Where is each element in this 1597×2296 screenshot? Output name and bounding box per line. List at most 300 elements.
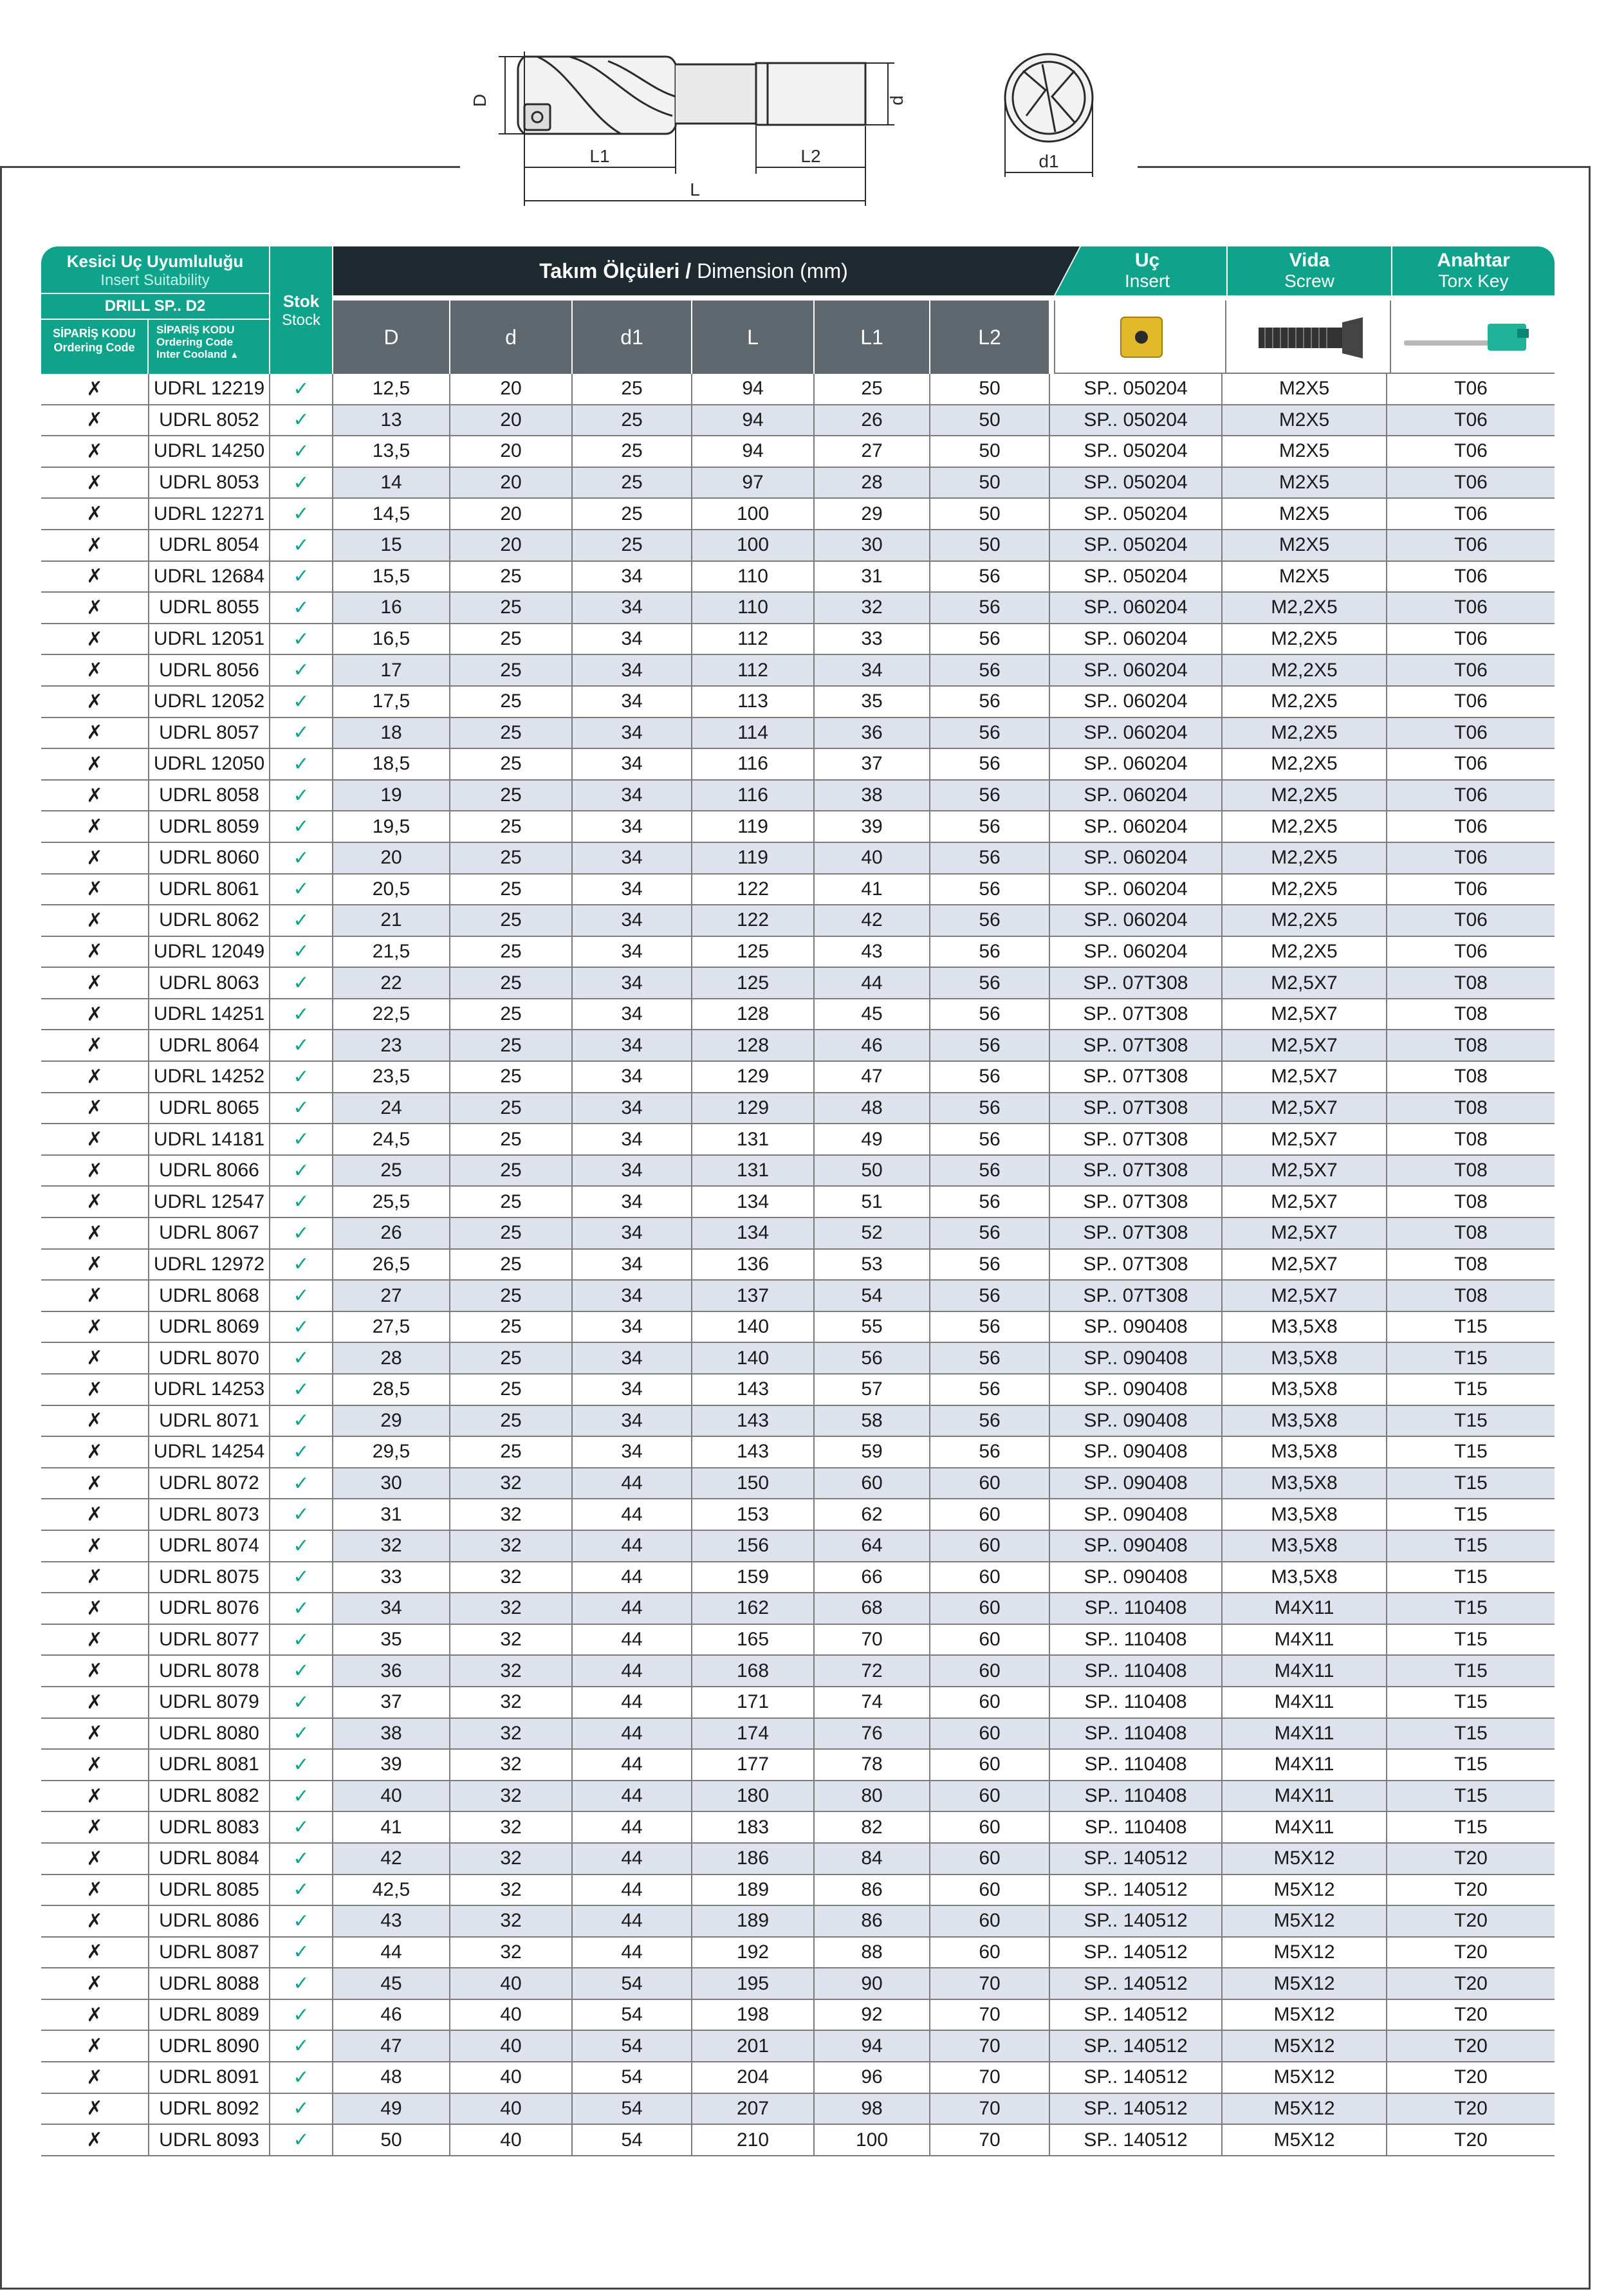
dim-L2: 60 [930, 1875, 1050, 1907]
dim-L2: 60 [930, 1625, 1050, 1656]
insert-suitability: ✗ [41, 374, 149, 405]
dim-D: 20 [333, 843, 450, 875]
dim-L2: 70 [930, 1968, 1050, 2000]
stock: ✓ [270, 1468, 333, 1500]
screw-code: M2,2X5 [1223, 937, 1387, 968]
frame-top-right [1138, 166, 1591, 168]
dim-d1: 44 [573, 1781, 692, 1813]
ordering-code: UDRL 8062 [149, 905, 270, 937]
dim-L1: 59 [815, 1437, 930, 1468]
insert-code: SP.. 140512 [1050, 2062, 1223, 2094]
screw-code: M2X5 [1223, 468, 1387, 499]
dim-L: 112 [692, 655, 815, 687]
stock: ✓ [270, 405, 333, 437]
ordering-code: UDRL 8065 [149, 1093, 270, 1125]
dim-L1: 90 [815, 1968, 930, 2000]
dim-L1: 98 [815, 2094, 930, 2125]
dim-L2: 50 [930, 499, 1050, 530]
screw-code: M4X11 [1223, 1781, 1387, 1813]
dim-L1: 40 [815, 843, 930, 875]
dim-L2: 56 [930, 937, 1050, 968]
stock: ✓ [270, 1499, 333, 1531]
dim-L2: 56 [930, 1124, 1050, 1156]
dim-L2: 56 [930, 687, 1050, 718]
screw-image [1226, 301, 1390, 374]
screw-code: M4X11 [1223, 1750, 1387, 1781]
dim-d: 32 [450, 1531, 573, 1562]
dim-L2: 56 [930, 1281, 1050, 1312]
insert-suitability: ✗ [41, 1468, 149, 1500]
dim-L2: 60 [930, 1844, 1050, 1875]
dim-L: 128 [692, 1030, 815, 1062]
dim-d: 25 [450, 1218, 573, 1250]
ordering-code: UDRL 12684 [149, 562, 270, 593]
dim-d1: 34 [573, 968, 692, 999]
key-code: T06 [1387, 562, 1555, 593]
ordering-code: UDRL 8060 [149, 843, 270, 875]
dim-L: 171 [692, 1687, 815, 1719]
dim-L2: 60 [930, 1906, 1050, 1938]
stock: ✓ [270, 1281, 333, 1312]
dim-L1: 33 [815, 624, 930, 656]
table-row [41, 2125, 1555, 2156]
insert-suitability: ✗ [41, 1124, 149, 1156]
dim-d1: 54 [573, 2125, 692, 2156]
screw-code: M2X5 [1223, 374, 1387, 405]
insert-suitability: ✗ [41, 1781, 149, 1813]
dim-D: 22,5 [333, 999, 450, 1031]
table-row [41, 562, 1555, 593]
dim-L1: 44 [815, 968, 930, 999]
table-row [41, 1844, 1555, 1875]
insert-code: SP.. 090408 [1050, 1343, 1223, 1375]
dim-L1: 27 [815, 436, 930, 468]
dim-L2: 70 [930, 2000, 1050, 2032]
ordering-code: UDRL 8072 [149, 1468, 270, 1500]
key-code: T15 [1387, 1781, 1555, 1813]
insert-suitability: ✗ [41, 436, 149, 468]
screw-code: M5X12 [1223, 1938, 1387, 1969]
dim-L: 168 [692, 1656, 815, 1687]
dim-d: 25 [450, 999, 573, 1031]
dim-L: 192 [692, 1938, 815, 1969]
dim-L: 153 [692, 1499, 815, 1531]
stock: ✓ [270, 1406, 333, 1438]
screw-code: M3,5X8 [1223, 1406, 1387, 1438]
key-code: T06 [1387, 843, 1555, 875]
ordering-code: UDRL 8074 [149, 1531, 270, 1562]
stock: ✓ [270, 1781, 333, 1813]
stock: ✓ [270, 1062, 333, 1093]
dim-d1: 34 [573, 1093, 692, 1125]
dim-L2: 60 [930, 1656, 1050, 1687]
col-header-L1: L1 [815, 301, 929, 374]
insert-code: SP.. 140512 [1050, 1968, 1223, 2000]
screw-code: M2,2X5 [1223, 718, 1387, 750]
table-row [41, 1437, 1555, 1468]
dim-L: 186 [692, 1844, 815, 1875]
drill-technical-drawing [460, 0, 1138, 238]
insert-code: SP.. 110408 [1050, 1625, 1223, 1656]
dim-L2: 56 [930, 781, 1050, 812]
screw-code: M4X11 [1223, 1812, 1387, 1844]
key-code: T15 [1387, 1531, 1555, 1562]
ordering-code: UDRL 14252 [149, 1062, 270, 1093]
key-code: T06 [1387, 374, 1555, 405]
dim-L1: 66 [815, 1562, 930, 1594]
key-code: T15 [1387, 1468, 1555, 1500]
insert-code: SP.. 07T308 [1050, 1187, 1223, 1218]
insert-suitability: ✗ [41, 718, 149, 750]
label-L2: L2 [800, 146, 821, 166]
key-code: T15 [1387, 1343, 1555, 1375]
stock: ✓ [270, 1187, 333, 1218]
insert-suitability: ✗ [41, 843, 149, 875]
stock: ✓ [270, 749, 333, 781]
dim-L: 174 [692, 1719, 815, 1750]
dim-L2: 56 [930, 905, 1050, 937]
insert-suitability: ✗ [41, 562, 149, 593]
ordering-code: UDRL 8085 [149, 1875, 270, 1907]
dim-L1: 35 [815, 687, 930, 718]
dim-d1: 34 [573, 1312, 692, 1344]
table-row [41, 1156, 1555, 1187]
dim-L2: 60 [930, 1781, 1050, 1813]
dim-D: 23,5 [333, 1062, 450, 1093]
dim-d: 20 [450, 405, 573, 437]
insert-suitability: ✗ [41, 405, 149, 437]
dim-d1: 34 [573, 1062, 692, 1093]
dim-L: 116 [692, 781, 815, 812]
dim-d: 25 [450, 1093, 573, 1125]
dim-d: 32 [450, 1687, 573, 1719]
key-code: T15 [1387, 1750, 1555, 1781]
key-code: T20 [1387, 2062, 1555, 2094]
ordering-code: UDRL 8053 [149, 468, 270, 499]
insert-suitability: ✗ [41, 1093, 149, 1125]
key-code: T15 [1387, 1719, 1555, 1750]
dim-L2: 56 [930, 718, 1050, 750]
dim-D: 25 [333, 1156, 450, 1187]
ordering-code: UDRL 8059 [149, 811, 270, 843]
key-code: T06 [1387, 811, 1555, 843]
dim-L: 129 [692, 1062, 815, 1093]
dim-d1: 25 [573, 374, 692, 405]
screw-code: M2,5X7 [1223, 1218, 1387, 1250]
ordering-code: UDRL 12051 [149, 624, 270, 656]
screw-code: M2,5X7 [1223, 1250, 1387, 1281]
dim-D: 23 [333, 1030, 450, 1062]
dim-L1: 43 [815, 937, 930, 968]
table-row [41, 1312, 1555, 1344]
dim-D: 24,5 [333, 1124, 450, 1156]
insert-en: Insert [1124, 271, 1170, 291]
dim-d1: 34 [573, 593, 692, 624]
col-header-L: L [692, 301, 813, 374]
dim-L: 189 [692, 1875, 815, 1907]
ordering-code: UDRL 8090 [149, 2031, 270, 2062]
key-code: T08 [1387, 1093, 1555, 1125]
screw-tr: Vida [1289, 250, 1330, 271]
stock: ✓ [270, 781, 333, 812]
screw-code: M2X5 [1223, 530, 1387, 562]
insert-code: SP.. 060204 [1050, 593, 1223, 624]
dim-L1: 74 [815, 1687, 930, 1719]
dim-L2: 56 [930, 999, 1050, 1031]
insert-suitability: ✗ [41, 1906, 149, 1938]
dim-L1: 39 [815, 811, 930, 843]
insert-code: SP.. 07T308 [1050, 1124, 1223, 1156]
key-code: T06 [1387, 749, 1555, 781]
dim-L1: 72 [815, 1656, 930, 1687]
screw-code: M2,2X5 [1223, 687, 1387, 718]
insert-code: SP.. 110408 [1050, 1812, 1223, 1844]
screw-code: M4X11 [1223, 1593, 1387, 1625]
dim-d1: 34 [573, 655, 692, 687]
dim-L: 113 [692, 687, 815, 718]
dim-d: 25 [450, 968, 573, 999]
coolant-drop-icon: ▲ [230, 349, 239, 360]
dim-d1: 25 [573, 405, 692, 437]
dim-d1: 34 [573, 1187, 692, 1218]
key-code: T15 [1387, 1406, 1555, 1438]
screw-code: M5X12 [1223, 2000, 1387, 2032]
insert-code: SP.. 07T308 [1050, 1281, 1223, 1312]
dim-d: 32 [450, 1906, 573, 1938]
stock: ✓ [270, 499, 333, 530]
dim-D: 12,5 [333, 374, 450, 405]
dimension-column-headers [333, 301, 1049, 374]
dim-D: 18 [333, 718, 450, 750]
stock: ✓ [270, 1812, 333, 1844]
dim-d1: 54 [573, 2062, 692, 2094]
dim-d: 25 [450, 1156, 573, 1187]
dim-L: 198 [692, 2000, 815, 2032]
key-code: T08 [1387, 1124, 1555, 1156]
screw-code: M3,5X8 [1223, 1375, 1387, 1406]
insert-suitability: ✗ [41, 2031, 149, 2062]
dim-d: 40 [450, 2000, 573, 2032]
insert-suitability: ✗ [41, 1375, 149, 1406]
insert-suitability: ✗ [41, 1062, 149, 1093]
table-row [41, 530, 1555, 562]
dim-L: 137 [692, 1281, 815, 1312]
dim-L: 116 [692, 749, 815, 781]
frame-top-left [0, 166, 460, 168]
table-row [41, 875, 1555, 906]
key-code: T08 [1387, 1281, 1555, 1312]
key-code: T20 [1387, 1906, 1555, 1938]
insert-suitability: ✗ [41, 749, 149, 781]
ordering-code: UDRL 12050 [149, 749, 270, 781]
dim-d: 32 [450, 1781, 573, 1813]
insert-suitability: ✗ [41, 1812, 149, 1844]
dim-L1: 86 [815, 1875, 930, 1907]
dim-L: 94 [692, 436, 815, 468]
key-code: T06 [1387, 655, 1555, 687]
insert-code: SP.. 050204 [1050, 405, 1223, 437]
insert-code: SP.. 050204 [1050, 499, 1223, 530]
insert-code: SP.. 090408 [1050, 1531, 1223, 1562]
screw-code: M2X5 [1223, 562, 1387, 593]
key-code: T15 [1387, 1812, 1555, 1844]
dim-d1: 44 [573, 1938, 692, 1969]
dim-L2: 50 [930, 405, 1050, 437]
dim-d: 25 [450, 781, 573, 812]
suitability-en: Insert Suitability [100, 272, 210, 289]
dim-L2: 70 [930, 2062, 1050, 2094]
dim-d1: 44 [573, 1687, 692, 1719]
stock: ✓ [270, 1875, 333, 1907]
insert-code: SP.. 07T308 [1050, 1062, 1223, 1093]
insert-suitability: ✗ [41, 1250, 149, 1281]
dim-L1: 100 [815, 2125, 930, 2156]
dim-d: 25 [450, 1312, 573, 1344]
dim-L2: 56 [930, 749, 1050, 781]
insert-suitability: ✗ [41, 2125, 149, 2156]
dim-L: 112 [692, 624, 815, 656]
stock-header [270, 246, 332, 374]
dim-d1: 34 [573, 1030, 692, 1062]
dim-L: 129 [692, 1093, 815, 1125]
insert-code: SP.. 050204 [1050, 374, 1223, 405]
dim-d: 32 [450, 1875, 573, 1907]
insert-suitability: ✗ [41, 1968, 149, 2000]
stock: ✓ [270, 687, 333, 718]
table-row [41, 2094, 1555, 2125]
insert-suitability: ✗ [41, 1625, 149, 1656]
ordering-code-en: Ordering Code [53, 341, 135, 354]
dim-L2: 50 [930, 374, 1050, 405]
ordering-code: UDRL 14253 [149, 1375, 270, 1406]
insert-code: SP.. 060204 [1050, 687, 1223, 718]
dim-L: 122 [692, 905, 815, 937]
table-row [41, 1062, 1555, 1093]
table-row [41, 811, 1555, 843]
key-code: T06 [1387, 530, 1555, 562]
dim-L1: 68 [815, 1593, 930, 1625]
dim-D: 29 [333, 1406, 450, 1438]
dim-L: 165 [692, 1625, 815, 1656]
table-row [41, 624, 1555, 656]
col-header-L2: L2 [930, 301, 1049, 374]
stock: ✓ [270, 1218, 333, 1250]
dim-L2: 70 [930, 2031, 1050, 2062]
dim-d1: 34 [573, 1281, 692, 1312]
screw-code: M2,2X5 [1223, 593, 1387, 624]
insert-code: SP.. 140512 [1050, 1844, 1223, 1875]
table-row [41, 749, 1555, 781]
dim-L2: 56 [930, 562, 1050, 593]
screw-code: M3,5X8 [1223, 1562, 1387, 1594]
col-header-D: D [333, 301, 449, 374]
insert-header [1068, 246, 1226, 295]
table-row [41, 1656, 1555, 1687]
label-L1: L1 [589, 146, 610, 166]
insert-code: SP.. 090408 [1050, 1468, 1223, 1500]
dim-D: 16,5 [333, 624, 450, 656]
insert-suitability: ✗ [41, 1656, 149, 1687]
dim-L2: 70 [930, 2125, 1050, 2156]
insert-suitability: ✗ [41, 937, 149, 968]
insert-suitability: ✗ [41, 530, 149, 562]
table-row [41, 468, 1555, 499]
dim-d1: 34 [573, 999, 692, 1031]
insert-code: SP.. 07T308 [1050, 1250, 1223, 1281]
dim-d: 25 [450, 1281, 573, 1312]
screw-code: M3,5X8 [1223, 1499, 1387, 1531]
dim-D: 36 [333, 1656, 450, 1687]
stock: ✓ [270, 905, 333, 937]
ordering-code: UDRL 12271 [149, 499, 270, 530]
insert-image-cell [1054, 301, 1226, 374]
dim-D: 29,5 [333, 1437, 450, 1468]
screw-code: M2,5X7 [1223, 1156, 1387, 1187]
stock: ✓ [270, 655, 333, 687]
insert-suitability: ✗ [41, 1499, 149, 1531]
ordering-code: UDRL 12219 [149, 374, 270, 405]
dim-D: 19,5 [333, 811, 450, 843]
dim-L: 140 [692, 1312, 815, 1344]
dim-d: 20 [450, 468, 573, 499]
ordering-code: UDRL 8079 [149, 1687, 270, 1719]
dim-L2: 56 [930, 875, 1050, 906]
dim-D: 15 [333, 530, 450, 562]
ordering-code: UDRL 12972 [149, 1250, 270, 1281]
stock-en: Stock [281, 311, 321, 329]
dim-L1: 46 [815, 1030, 930, 1062]
table-row [41, 2062, 1555, 2094]
dim-L: 210 [692, 2125, 815, 2156]
dim-D: 40 [333, 1781, 450, 1813]
key-code: T20 [1387, 2094, 1555, 2125]
suitability-tr: Kesici Uç Uyumluluğu [66, 252, 244, 271]
dim-L: 180 [692, 1781, 815, 1813]
insert-code: SP.. 110408 [1050, 1593, 1223, 1625]
table-row [41, 1875, 1555, 1907]
insert-suitability: ✗ [41, 2094, 149, 2125]
insert-code: SP.. 050204 [1050, 530, 1223, 562]
stock: ✓ [270, 1375, 333, 1406]
table-row [41, 1593, 1555, 1625]
dim-L2: 50 [930, 436, 1050, 468]
dim-d: 25 [450, 655, 573, 687]
dim-L1: 53 [815, 1250, 930, 1281]
dim-d: 32 [450, 1938, 573, 1969]
ordering-code: UDRL 14254 [149, 1437, 270, 1468]
insert-code: SP.. 110408 [1050, 1750, 1223, 1781]
screw-code: M2,2X5 [1223, 843, 1387, 875]
dim-d: 32 [450, 1750, 573, 1781]
dim-d1: 54 [573, 1968, 692, 2000]
dim-d1: 34 [573, 1375, 692, 1406]
dim-d1: 34 [573, 1437, 692, 1468]
insert-suitability: ✗ [41, 593, 149, 624]
key-code: T06 [1387, 468, 1555, 499]
screw-code: M2,5X7 [1223, 968, 1387, 999]
ordering-code: UDRL 8075 [149, 1562, 270, 1594]
table-row [41, 1562, 1555, 1594]
dim-L2: 56 [930, 1030, 1050, 1062]
dim-L: 119 [692, 843, 815, 875]
dim-d: 25 [450, 1187, 573, 1218]
dim-d1: 44 [573, 1593, 692, 1625]
dim-D: 49 [333, 2094, 450, 2125]
table-row [41, 1250, 1555, 1281]
dim-L: 134 [692, 1218, 815, 1250]
ordering-code: UDRL 12547 [149, 1187, 270, 1218]
dim-L1: 84 [815, 1844, 930, 1875]
